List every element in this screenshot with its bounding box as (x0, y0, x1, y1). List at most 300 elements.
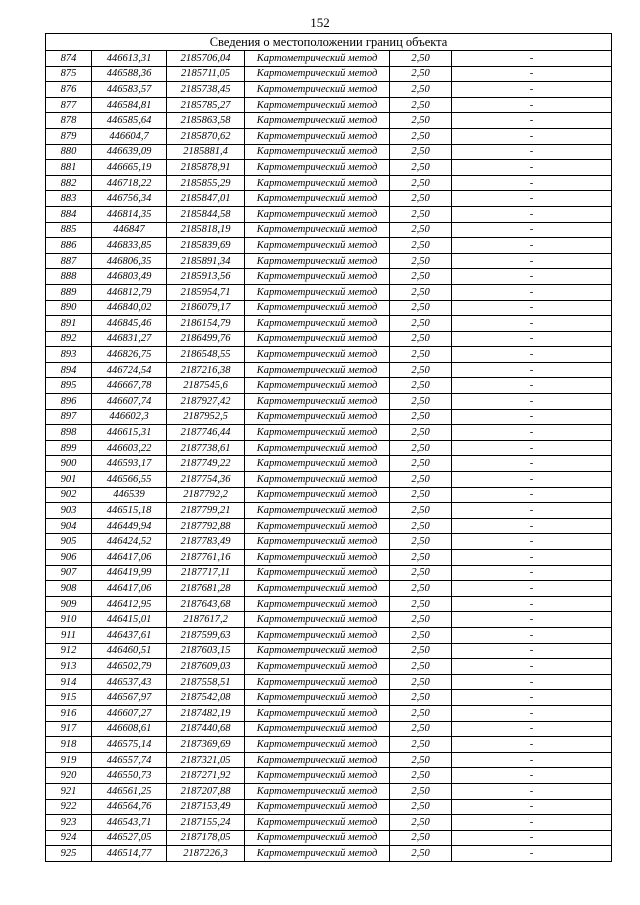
method-cell: Картометрический метод (245, 627, 390, 643)
x-coordinate-cell: 446567,97 (92, 690, 167, 706)
table-row (46, 581, 612, 597)
x-coordinate-cell: 446557,74 (92, 752, 167, 768)
accuracy-cell: 2,50 (390, 113, 452, 129)
point-number-cell: 879 (46, 128, 92, 144)
description-cell: - (452, 643, 612, 659)
table-row (46, 487, 612, 503)
table-row (46, 550, 612, 566)
description-cell: - (452, 144, 612, 160)
accuracy-cell: 2,50 (390, 284, 452, 300)
accuracy-cell: 2,50 (390, 737, 452, 753)
table-row (46, 82, 612, 98)
table-row (46, 456, 612, 472)
table-row (46, 705, 612, 721)
point-number-cell: 891 (46, 316, 92, 332)
description-cell: - (452, 674, 612, 690)
point-number-cell: 888 (46, 269, 92, 285)
point-number-cell: 922 (46, 799, 92, 815)
x-coordinate-cell: 446460,51 (92, 643, 167, 659)
method-cell: Картометрический метод (245, 550, 390, 566)
accuracy-cell: 2,50 (390, 440, 452, 456)
table-row (46, 191, 612, 207)
table-row (46, 269, 612, 285)
table-row (46, 362, 612, 378)
description-cell: - (452, 316, 612, 332)
x-coordinate-cell: 446840,02 (92, 300, 167, 316)
table-row (46, 128, 612, 144)
x-coordinate-cell: 446561,25 (92, 783, 167, 799)
y-coordinate-cell: 2186499,76 (167, 331, 245, 347)
method-cell: Картометрический метод (245, 534, 390, 550)
point-number-cell: 892 (46, 331, 92, 347)
accuracy-cell: 2,50 (390, 253, 452, 269)
accuracy-cell: 2,50 (390, 565, 452, 581)
description-cell: - (452, 581, 612, 597)
table-row (46, 394, 612, 410)
table-row (46, 643, 612, 659)
table-row (46, 565, 612, 581)
method-cell: Картометрический метод (245, 846, 390, 862)
method-cell: Картометрический метод (245, 518, 390, 534)
point-number-cell: 917 (46, 721, 92, 737)
accuracy-cell: 2,50 (390, 206, 452, 222)
table-row (46, 160, 612, 176)
y-coordinate-cell: 2186079,17 (167, 300, 245, 316)
x-coordinate-cell: 446607,27 (92, 705, 167, 721)
table-row (46, 222, 612, 238)
accuracy-cell: 2,50 (390, 394, 452, 410)
y-coordinate-cell: 2187783,49 (167, 534, 245, 550)
y-coordinate-cell: 2187792,88 (167, 518, 245, 534)
x-coordinate-cell: 446831,27 (92, 331, 167, 347)
table-row (46, 206, 612, 222)
y-coordinate-cell: 2185711,05 (167, 66, 245, 82)
x-coordinate-cell: 446845,46 (92, 316, 167, 332)
point-number-cell: 902 (46, 487, 92, 503)
point-number-cell: 908 (46, 581, 92, 597)
y-coordinate-cell: 2187749,22 (167, 456, 245, 472)
point-number-cell: 881 (46, 160, 92, 176)
point-number-cell: 921 (46, 783, 92, 799)
description-cell: - (452, 394, 612, 410)
accuracy-cell: 2,50 (390, 409, 452, 425)
description-cell: - (452, 97, 612, 113)
accuracy-cell: 2,50 (390, 331, 452, 347)
description-cell: - (452, 191, 612, 207)
x-coordinate-cell: 446415,01 (92, 612, 167, 628)
point-number-cell: 910 (46, 612, 92, 628)
y-coordinate-cell: 2185839,69 (167, 238, 245, 254)
description-cell: - (452, 409, 612, 425)
accuracy-cell: 2,50 (390, 783, 452, 799)
point-number-cell: 913 (46, 659, 92, 675)
table-row (46, 799, 612, 815)
x-coordinate-cell: 446585,64 (92, 113, 167, 129)
point-number-cell: 890 (46, 300, 92, 316)
method-cell: Картометрический метод (245, 768, 390, 784)
y-coordinate-cell: 2187761,16 (167, 550, 245, 566)
description-cell: - (452, 253, 612, 269)
x-coordinate-cell: 446604,7 (92, 128, 167, 144)
x-coordinate-cell: 446502,79 (92, 659, 167, 675)
table-row (46, 768, 612, 784)
boundary-coordinates-table (45, 33, 612, 862)
description-cell: - (452, 300, 612, 316)
accuracy-cell: 2,50 (390, 721, 452, 737)
y-coordinate-cell: 2185891,34 (167, 253, 245, 269)
y-coordinate-cell: 2187952,5 (167, 409, 245, 425)
accuracy-cell: 2,50 (390, 378, 452, 394)
method-cell: Картометрический метод (245, 581, 390, 597)
method-cell: Картометрический метод (245, 269, 390, 285)
accuracy-cell: 2,50 (390, 674, 452, 690)
y-coordinate-cell: 2187271,92 (167, 768, 245, 784)
description-cell: - (452, 627, 612, 643)
y-coordinate-cell: 2187226,3 (167, 846, 245, 862)
description-cell: - (452, 503, 612, 519)
x-coordinate-cell: 446564,76 (92, 799, 167, 815)
point-number-cell: 915 (46, 690, 92, 706)
table-header: Сведения о местоположении границ объекта (46, 34, 612, 51)
x-coordinate-cell: 446607,74 (92, 394, 167, 410)
accuracy-cell: 2,50 (390, 752, 452, 768)
accuracy-cell: 2,50 (390, 612, 452, 628)
accuracy-cell: 2,50 (390, 550, 452, 566)
accuracy-cell: 2,50 (390, 144, 452, 160)
point-number-cell: 897 (46, 409, 92, 425)
x-coordinate-cell: 446527,05 (92, 830, 167, 846)
description-cell: - (452, 269, 612, 285)
table-row (46, 503, 612, 519)
method-cell: Картометрический метод (245, 128, 390, 144)
method-cell: Картометрический метод (245, 222, 390, 238)
x-coordinate-cell: 446593,17 (92, 456, 167, 472)
y-coordinate-cell: 2186154,79 (167, 316, 245, 332)
description-cell: - (452, 659, 612, 675)
method-cell: Картометрический метод (245, 705, 390, 721)
y-coordinate-cell: 2187643,68 (167, 596, 245, 612)
accuracy-cell: 2,50 (390, 238, 452, 254)
x-coordinate-cell: 446847 (92, 222, 167, 238)
point-number-cell: 903 (46, 503, 92, 519)
x-coordinate-cell: 446449,94 (92, 518, 167, 534)
y-coordinate-cell: 2185706,04 (167, 51, 245, 67)
method-cell: Картометрический метод (245, 97, 390, 113)
method-cell: Картометрический метод (245, 815, 390, 831)
description-cell: - (452, 51, 612, 67)
y-coordinate-cell: 2185855,29 (167, 175, 245, 191)
x-coordinate-cell: 446575,14 (92, 737, 167, 753)
description-cell: - (452, 612, 612, 628)
y-coordinate-cell: 2187558,51 (167, 674, 245, 690)
description-cell: - (452, 238, 612, 254)
description-cell: - (452, 518, 612, 534)
point-number-cell: 894 (46, 362, 92, 378)
description-cell: - (452, 66, 612, 82)
accuracy-cell: 2,50 (390, 768, 452, 784)
x-coordinate-cell: 446543,71 (92, 815, 167, 831)
accuracy-cell: 2,50 (390, 627, 452, 643)
table-row (46, 175, 612, 191)
y-coordinate-cell: 2187542,08 (167, 690, 245, 706)
table-row (46, 846, 612, 862)
y-coordinate-cell: 2185818,19 (167, 222, 245, 238)
method-cell: Картометрический метод (245, 238, 390, 254)
table-row (46, 66, 612, 82)
table-row (46, 300, 612, 316)
description-cell: - (452, 783, 612, 799)
accuracy-cell: 2,50 (390, 534, 452, 550)
description-cell: - (452, 206, 612, 222)
method-cell: Картометрический метод (245, 830, 390, 846)
table-row (46, 612, 612, 628)
accuracy-cell: 2,50 (390, 643, 452, 659)
y-coordinate-cell: 2185785,27 (167, 97, 245, 113)
accuracy-cell: 2,50 (390, 160, 452, 176)
accuracy-cell: 2,50 (390, 690, 452, 706)
table-row (46, 721, 612, 737)
method-cell: Картометрический метод (245, 612, 390, 628)
accuracy-cell: 2,50 (390, 128, 452, 144)
table-row (46, 284, 612, 300)
accuracy-cell: 2,50 (390, 425, 452, 441)
y-coordinate-cell: 2185870,62 (167, 128, 245, 144)
point-number-cell: 899 (46, 440, 92, 456)
y-coordinate-cell: 2185881,4 (167, 144, 245, 160)
point-number-cell: 874 (46, 51, 92, 67)
point-number-cell: 924 (46, 830, 92, 846)
description-cell: - (452, 565, 612, 581)
x-coordinate-cell: 446537,43 (92, 674, 167, 690)
accuracy-cell: 2,50 (390, 316, 452, 332)
method-cell: Картометрический метод (245, 737, 390, 753)
x-coordinate-cell: 446756,34 (92, 191, 167, 207)
table-row (46, 97, 612, 113)
accuracy-cell: 2,50 (390, 82, 452, 98)
x-coordinate-cell: 446515,18 (92, 503, 167, 519)
x-coordinate-cell: 446608,61 (92, 721, 167, 737)
description-cell: - (452, 82, 612, 98)
x-coordinate-cell: 446588,36 (92, 66, 167, 82)
table-row (46, 674, 612, 690)
table-row (46, 316, 612, 332)
y-coordinate-cell: 2186548,55 (167, 347, 245, 363)
description-cell: - (452, 550, 612, 566)
point-number-cell: 912 (46, 643, 92, 659)
x-coordinate-cell: 446417,06 (92, 550, 167, 566)
accuracy-cell: 2,50 (390, 300, 452, 316)
point-number-cell: 880 (46, 144, 92, 160)
table-row (46, 815, 612, 831)
x-coordinate-cell: 446424,52 (92, 534, 167, 550)
point-number-cell: 900 (46, 456, 92, 472)
method-cell: Картометрический метод (245, 191, 390, 207)
y-coordinate-cell: 2187207,88 (167, 783, 245, 799)
y-coordinate-cell: 2187369,69 (167, 737, 245, 753)
method-cell: Картометрический метод (245, 674, 390, 690)
method-cell: Картометрический метод (245, 565, 390, 581)
x-coordinate-cell: 446514,77 (92, 846, 167, 862)
y-coordinate-cell: 2187321,05 (167, 752, 245, 768)
y-coordinate-cell: 2187609,03 (167, 659, 245, 675)
point-number-cell: 884 (46, 206, 92, 222)
point-number-cell: 901 (46, 472, 92, 488)
accuracy-cell: 2,50 (390, 487, 452, 503)
y-coordinate-cell: 2187717,11 (167, 565, 245, 581)
method-cell: Картометрический метод (245, 175, 390, 191)
description-cell: - (452, 284, 612, 300)
point-number-cell: 906 (46, 550, 92, 566)
x-coordinate-cell: 446550,73 (92, 768, 167, 784)
method-cell: Картометрический метод (245, 456, 390, 472)
point-number-cell: 919 (46, 752, 92, 768)
x-coordinate-cell: 446814,35 (92, 206, 167, 222)
accuracy-cell: 2,50 (390, 456, 452, 472)
y-coordinate-cell: 2187746,44 (167, 425, 245, 441)
method-cell: Картометрический метод (245, 799, 390, 815)
table-row (46, 737, 612, 753)
table-body (46, 51, 612, 862)
description-cell: - (452, 705, 612, 721)
point-number-cell: 887 (46, 253, 92, 269)
accuracy-cell: 2,50 (390, 659, 452, 675)
accuracy-cell: 2,50 (390, 518, 452, 534)
point-number-cell: 878 (46, 113, 92, 129)
table-row (46, 253, 612, 269)
method-cell: Картометрический метод (245, 596, 390, 612)
accuracy-cell: 2,50 (390, 51, 452, 67)
method-cell: Картометрический метод (245, 503, 390, 519)
accuracy-cell: 2,50 (390, 815, 452, 831)
method-cell: Картометрический метод (245, 66, 390, 82)
accuracy-cell: 2,50 (390, 503, 452, 519)
x-coordinate-cell: 446639,09 (92, 144, 167, 160)
point-number-cell: 898 (46, 425, 92, 441)
table-row (46, 752, 612, 768)
method-cell: Картометрический метод (245, 409, 390, 425)
y-coordinate-cell: 2187799,21 (167, 503, 245, 519)
method-cell: Картометрический метод (245, 472, 390, 488)
description-cell: - (452, 160, 612, 176)
accuracy-cell: 2,50 (390, 362, 452, 378)
description-cell: - (452, 768, 612, 784)
x-coordinate-cell: 446583,57 (92, 82, 167, 98)
method-cell: Картометрический метод (245, 440, 390, 456)
description-cell: - (452, 175, 612, 191)
description-cell: - (452, 534, 612, 550)
method-cell: Картометрический метод (245, 284, 390, 300)
description-cell: - (452, 752, 612, 768)
method-cell: Картометрический метод (245, 113, 390, 129)
description-cell: - (452, 347, 612, 363)
accuracy-cell: 2,50 (390, 97, 452, 113)
y-coordinate-cell: 2185847,01 (167, 191, 245, 207)
description-cell: - (452, 815, 612, 831)
table-row (46, 425, 612, 441)
method-cell: Картометрический метод (245, 253, 390, 269)
x-coordinate-cell: 446803,49 (92, 269, 167, 285)
accuracy-cell: 2,50 (390, 269, 452, 285)
x-coordinate-cell: 446584,81 (92, 97, 167, 113)
x-coordinate-cell: 446419,99 (92, 565, 167, 581)
point-number-cell: 896 (46, 394, 92, 410)
table-row (46, 238, 612, 254)
point-number-cell: 914 (46, 674, 92, 690)
point-number-cell: 911 (46, 627, 92, 643)
accuracy-cell: 2,50 (390, 66, 452, 82)
table-row (46, 378, 612, 394)
point-number-cell: 907 (46, 565, 92, 581)
accuracy-cell: 2,50 (390, 191, 452, 207)
point-number-cell: 925 (46, 846, 92, 862)
x-coordinate-cell: 446417,06 (92, 581, 167, 597)
point-number-cell: 883 (46, 191, 92, 207)
table-row (46, 113, 612, 129)
point-number-cell: 893 (46, 347, 92, 363)
accuracy-cell: 2,50 (390, 175, 452, 191)
accuracy-cell: 2,50 (390, 347, 452, 363)
x-coordinate-cell: 446667,78 (92, 378, 167, 394)
x-coordinate-cell: 446826,75 (92, 347, 167, 363)
y-coordinate-cell: 2187178,05 (167, 830, 245, 846)
point-number-cell: 895 (46, 378, 92, 394)
table-row (46, 534, 612, 550)
y-coordinate-cell: 2187153,49 (167, 799, 245, 815)
table-row (46, 690, 612, 706)
table-row (46, 347, 612, 363)
description-cell: - (452, 378, 612, 394)
point-number-cell: 920 (46, 768, 92, 784)
description-cell: - (452, 331, 612, 347)
accuracy-cell: 2,50 (390, 596, 452, 612)
x-coordinate-cell: 446718,22 (92, 175, 167, 191)
method-cell: Картометрический метод (245, 160, 390, 176)
description-cell: - (452, 128, 612, 144)
method-cell: Картометрический метод (245, 316, 390, 332)
method-cell: Картометрический метод (245, 487, 390, 503)
point-number-cell: 916 (46, 705, 92, 721)
method-cell: Картометрический метод (245, 206, 390, 222)
y-coordinate-cell: 2187792,2 (167, 487, 245, 503)
y-coordinate-cell: 2187738,61 (167, 440, 245, 456)
method-cell: Картометрический метод (245, 394, 390, 410)
x-coordinate-cell: 446539 (92, 487, 167, 503)
accuracy-cell: 2,50 (390, 472, 452, 488)
x-coordinate-cell: 446412,95 (92, 596, 167, 612)
y-coordinate-cell: 2187482,19 (167, 705, 245, 721)
description-cell: - (452, 799, 612, 815)
table-row (46, 518, 612, 534)
x-coordinate-cell: 446665,19 (92, 160, 167, 176)
method-cell: Картометрический метод (245, 347, 390, 363)
method-cell: Картометрический метод (245, 300, 390, 316)
y-coordinate-cell: 2187440,68 (167, 721, 245, 737)
table-row (46, 440, 612, 456)
description-cell: - (452, 440, 612, 456)
description-cell: - (452, 456, 612, 472)
point-number-cell: 923 (46, 815, 92, 831)
accuracy-cell: 2,50 (390, 830, 452, 846)
table-row (46, 51, 612, 67)
y-coordinate-cell: 2185878,91 (167, 160, 245, 176)
y-coordinate-cell: 2187599,63 (167, 627, 245, 643)
x-coordinate-cell: 446615,31 (92, 425, 167, 441)
point-number-cell: 904 (46, 518, 92, 534)
method-cell: Картометрический метод (245, 82, 390, 98)
description-cell: - (452, 737, 612, 753)
accuracy-cell: 2,50 (390, 705, 452, 721)
method-cell: Картометрический метод (245, 643, 390, 659)
